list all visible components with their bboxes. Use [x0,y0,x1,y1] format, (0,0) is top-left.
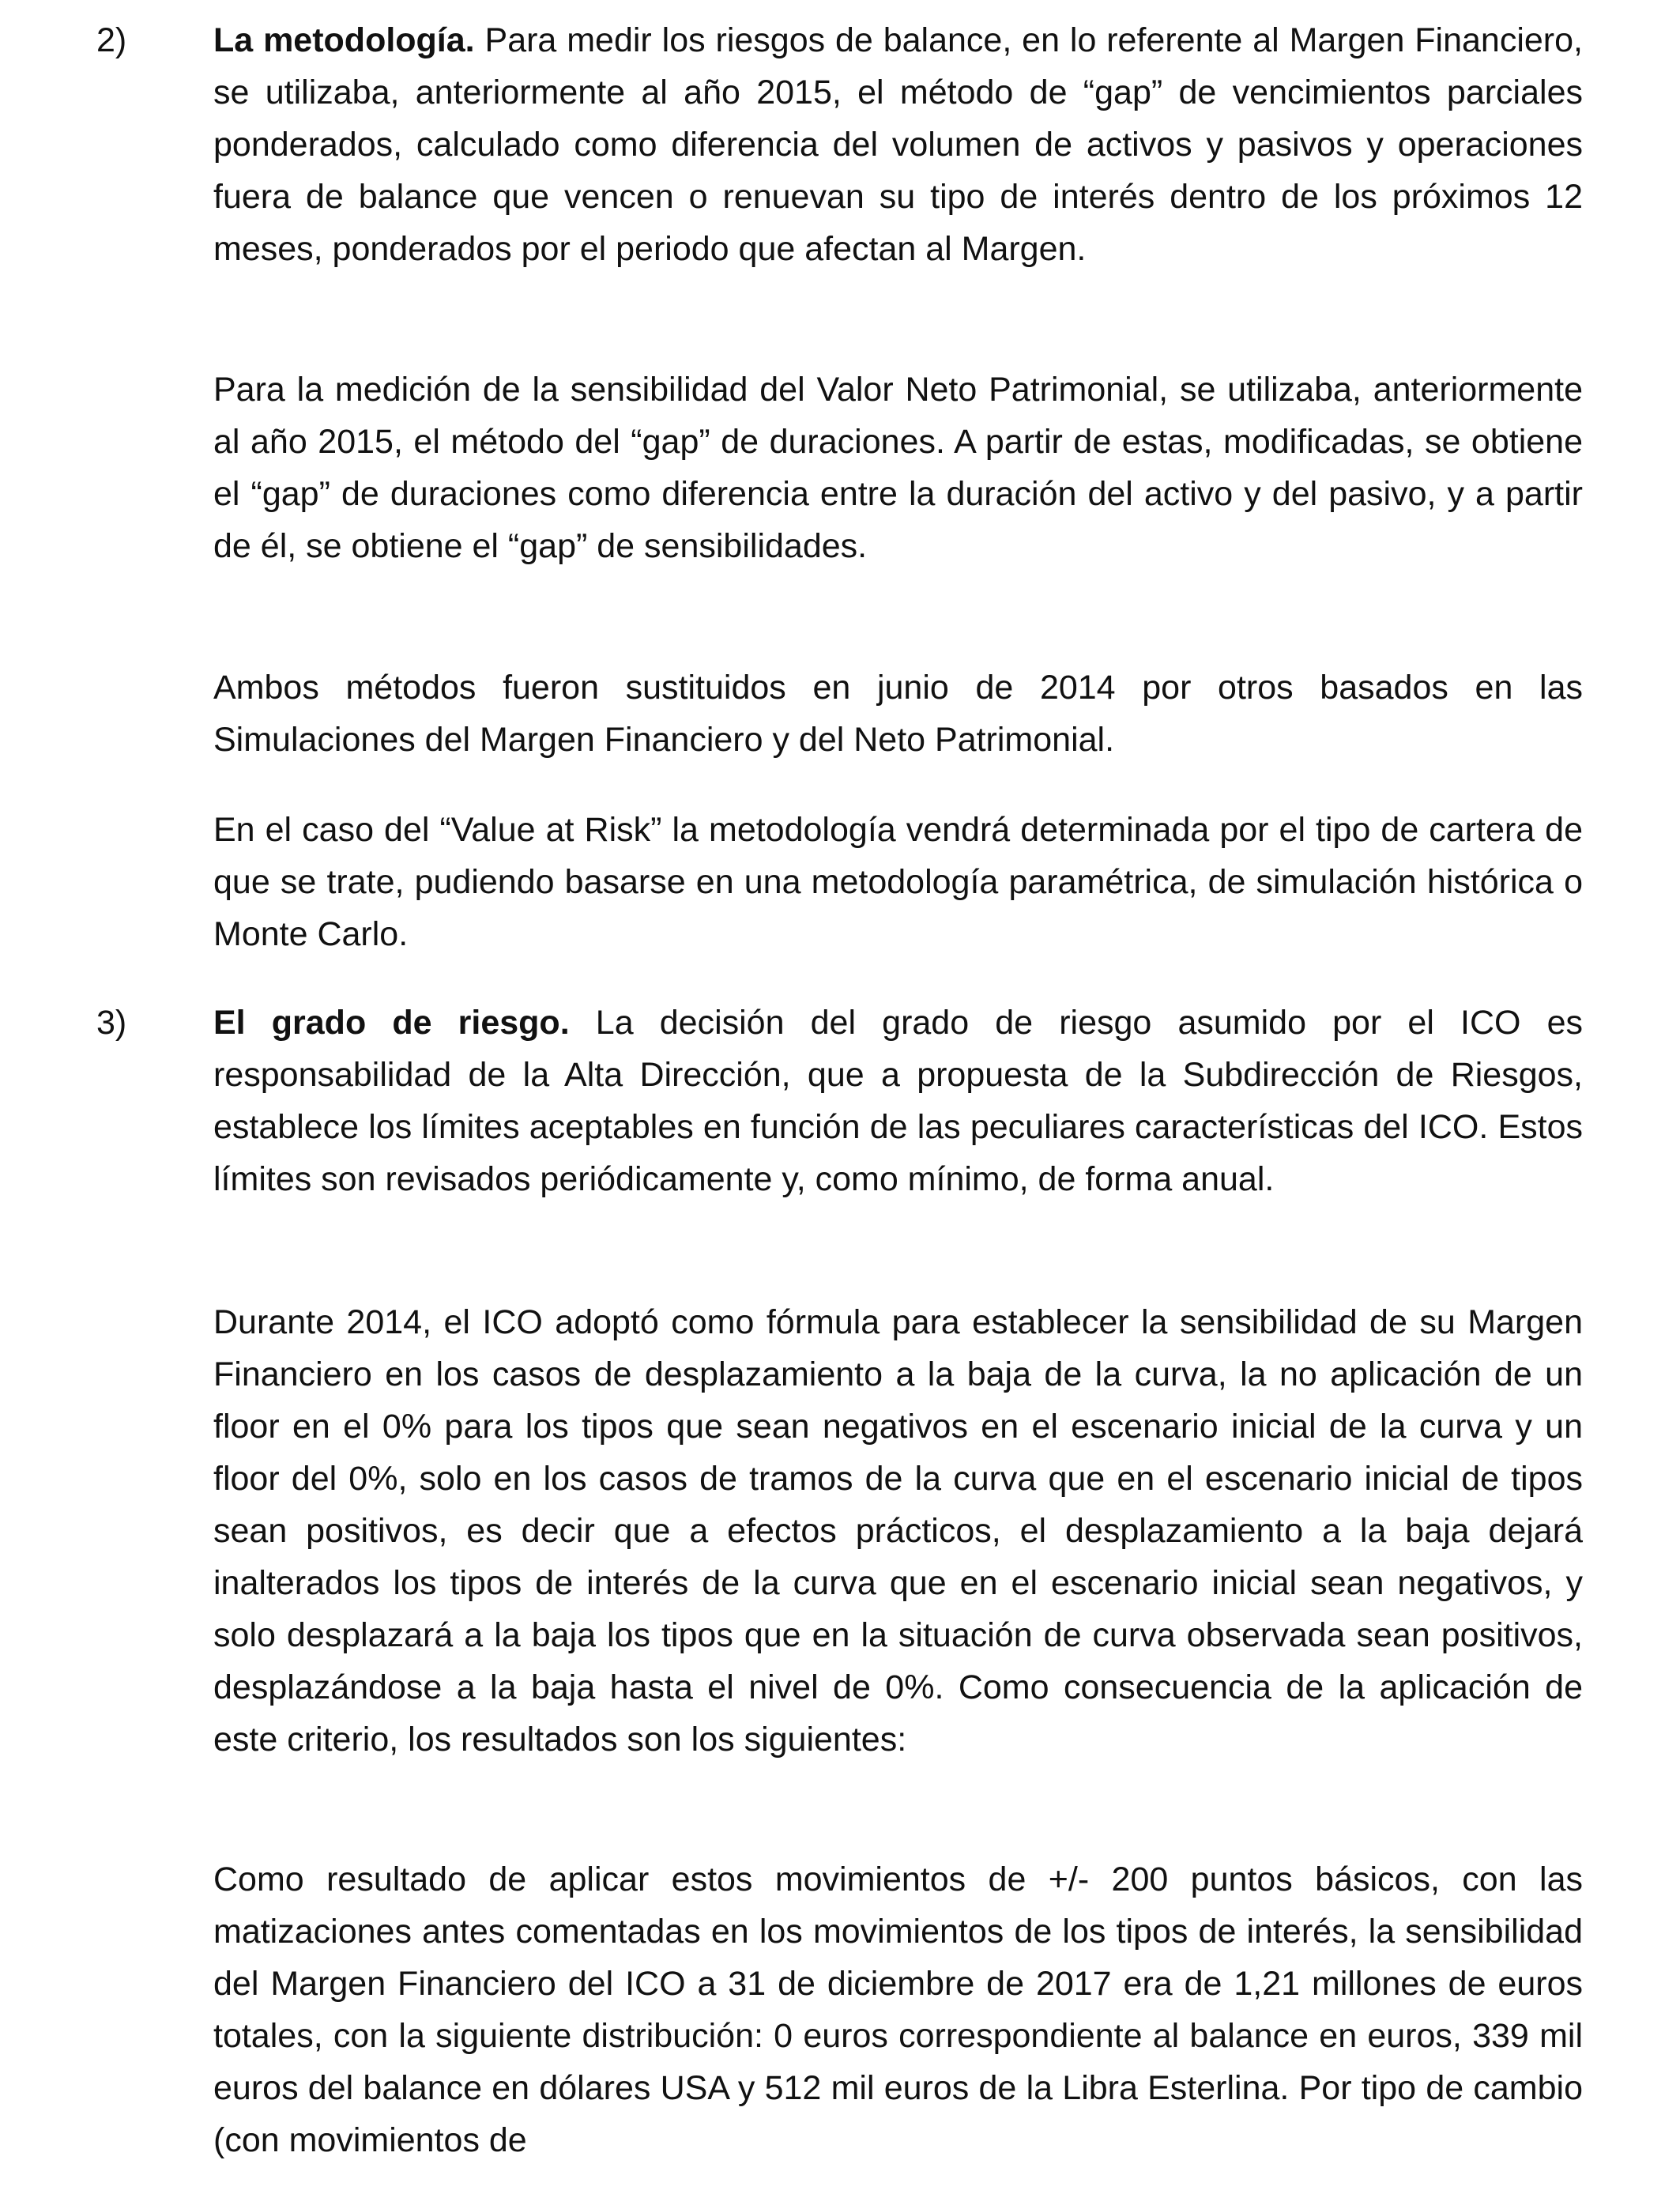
section-number: 2) [96,21,127,59]
paragraph-value-at-risk: En el caso del “Value at Risk” la metodología vendrá determinada por el tipo de cartera de que se trate, pudiendo basarse en una metodología paramétrica, de simulación histórica o Monte Carlo. [213,811,1583,953]
paragraph-net-worth-sensitivity: Para la medición de la sensibilidad del Valor Neto Patrimonial, se utilizaba, anteriormente al año 2015, el método del “gap” de duraciones. A partir de estas, modificadas, se obtiene el “gap” de duraciones como diferencia entre la duración del activo y del pasivo, y a partir de él, se obtiene el “gap” de sensibilidades. [213,371,1583,565]
section-number: 3) [96,1004,127,1042]
paragraph-sensitivity-results: Como resultado de aplicar estos movimientos de +/- 200 puntos básicos, con las matizaciones antes comentadas en los movimientos de los tipos de interés, la sensibilidad del Margen Financiero del ICO a 31 de diciembre de 2017 era de 1,21 millones de euros totales, con la siguiente distribución: 0 euros correspondiente al balance en euros, 339 mil euros del balance en dólares USA y 512 mil euros de la Libra Esterlina. Por tipo de cambio (con movimientos de [213,1860,1583,2159]
paragraph-risk-degree [213,997,1583,1205]
paragraph-methodology [213,14,1583,275]
paragraph-lead: El grado de riesgo. [213,1004,596,1042]
paragraph-floor-criterion: Durante 2014, el ICO adoptó como fórmula para establecer la sensibilidad de su Margen Financiero en los casos de desplazamiento a la baja de la curva, la no aplicación de un floor en el 0% para los tipos que sean negativos en el escenario inicial de la curva y un floor del 0%, solo en los casos de tramos de la curva que en el escenario inicial de tipos sean positivos, es decir que a efectos prácticos, el desplazamiento a la baja dejará inalterados los tipos de interés de la curva que en el escenario inicial sean negativos, y solo desplazará a la baja los tipos que en la situación de curva observada sean positivos, desplazándose a la baja hasta el nivel de 0%. Como consecuencia de la aplicación de este criterio, los resultados son los siguientes: [213,1303,1583,1759]
paragraph-text: La decisión del grado de riesgo asumido por el ICO es responsabilidad de la Alta Dirección, que a propuesta de la Subdirección de Riesgos, establece los límites aceptables en función de las peculiares características del ICO. Estos límites son revisados periódicamente y, como mínimo, de forma anual. [213,1004,1584,1198]
paragraph-lead: La metodología. [213,21,485,59]
paragraph-text: Para medir los riesgos de balance, en lo referente al Margen Financiero, se utilizaba, anteriormente al año 2015, el método de “gap” de vencimientos parciales ponderados, calculado como diferencia del volumen de activos y pasivos y operaciones fuera de balance que vencen o renuevan su tipo de interés dentro de los próximos 12 meses, ponderados por el periodo que afectan al Margen. [213,21,1583,268]
paragraph-methods-replaced: Ambos métodos fueron sustituidos en junio de 2014 por otros basados en las Simulaciones del Margen Financiero y del Neto Patrimonial. [213,669,1583,759]
